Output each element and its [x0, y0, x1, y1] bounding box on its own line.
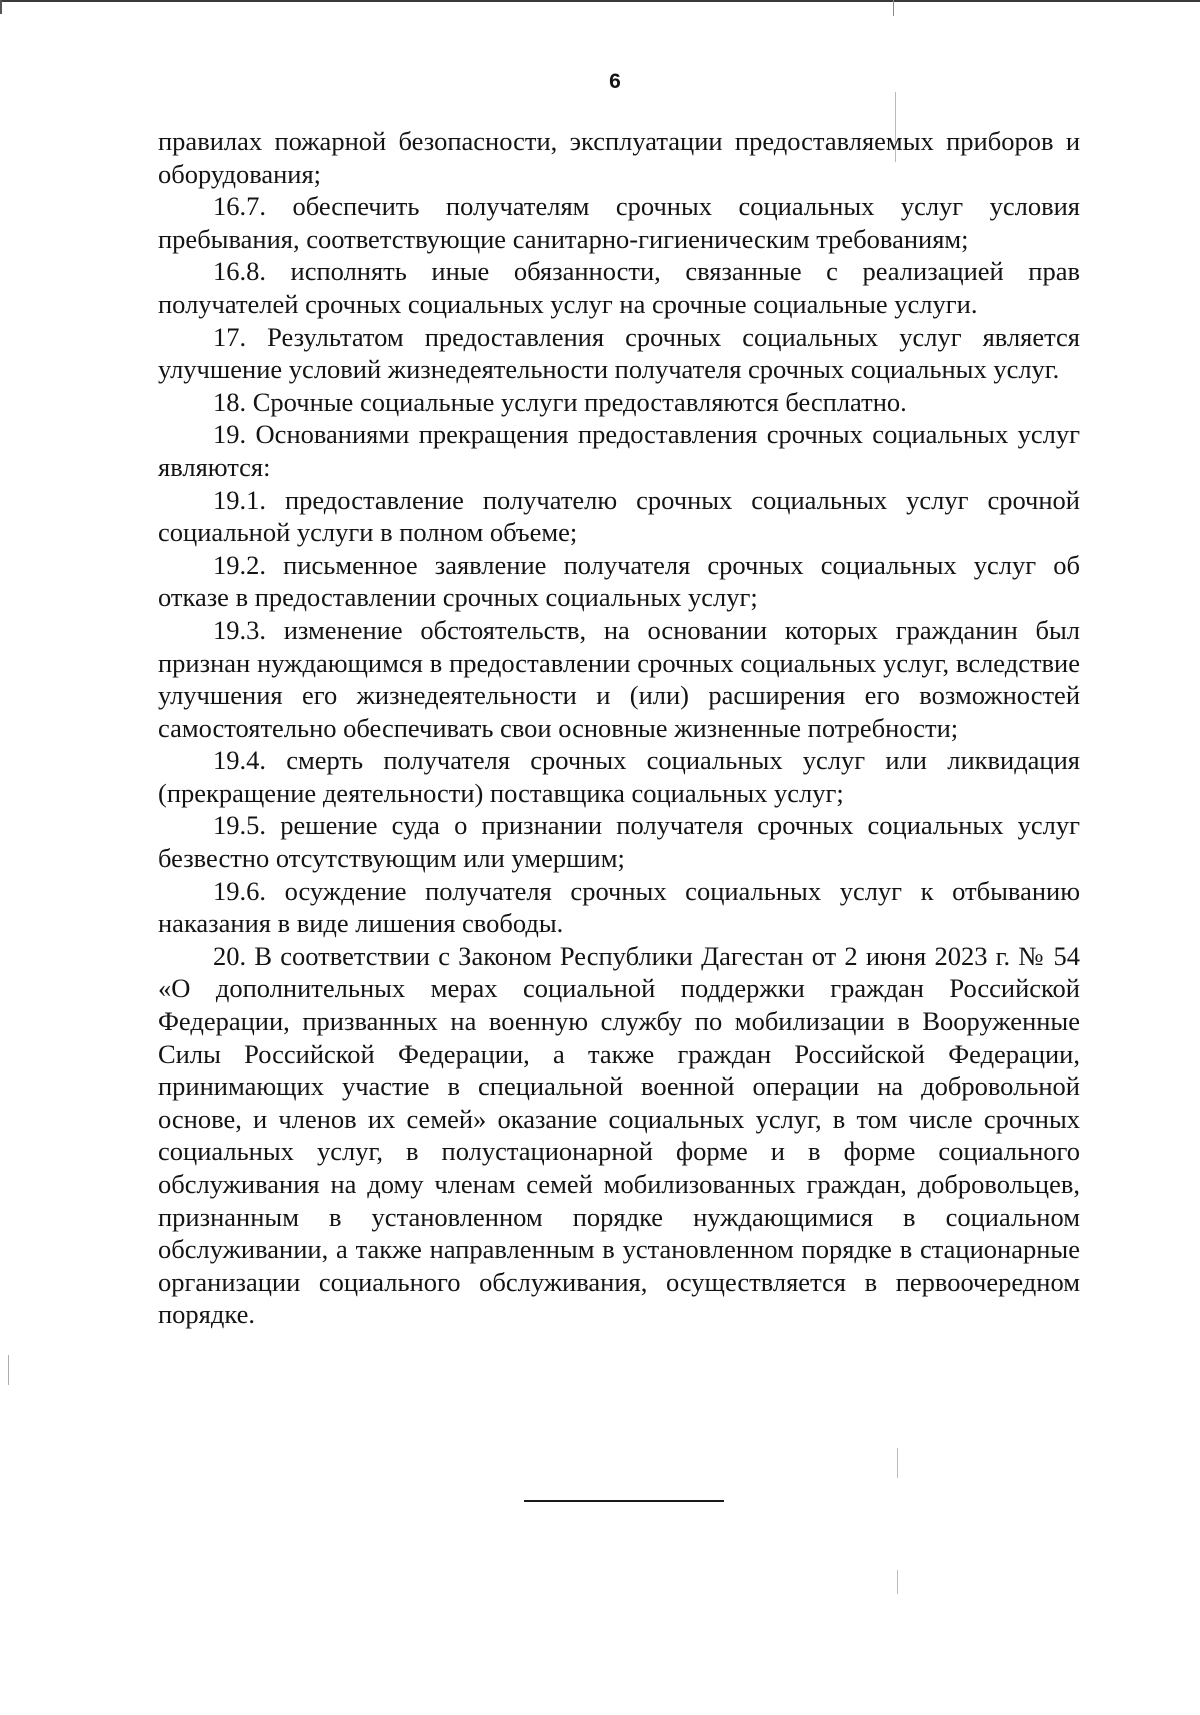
- paragraph-19-6: 19.6. осуждение получателя срочных социальных услуг к отбыванию наказания в виде лишения свободы.: [158, 875, 1080, 939]
- scan-artifact-mark: [897, 1448, 898, 1478]
- paragraph-20: 20. В соответствии с Законом Республики Дагестан от 2 июня 2023 г. № 54 «О дополнительных мерах социальной поддержки граждан Российской Федерации, призванных на военную службу по мобилизации в Вооруженные Силы Российской Федерации, а также граждан Российской Федерации, принимающих участие в специальной военной операции на добровольной основе, и членов их семей» оказание социальных услуг, в том числе срочных социальных услуг, в полустационарной форме и в форме социального обслуживания на дому членам семей мобилизованных граждан, добровольцев, признанным в установленном порядке нуждающимися в социальном обслуживании, а также направленным в установленном порядке в стационарные организации социального обслуживания, осуществляется в первоочередном порядке.: [158, 940, 1080, 1330]
- paragraph-19-3: 19.3. изменение обстоятельств, на основании которых гражданин был признан нуждающимся в предоставлении срочных социальных услуг, вследствие улучшения его жизнедеятельности и (или) расширения его возможностей самостоятельно обеспечивать свои основные жизненные потребности;: [158, 614, 1080, 743]
- paragraph-cont: правилах пожарной безопасности, эксплуатации предоставляемых приборов и оборудования;: [158, 126, 1080, 189]
- paragraph-16-7: 16.7. обеспечить получателям срочных социальных услуг условия пребывания, соответствующие санитарно-гигиеническим требованиям;: [158, 191, 1080, 254]
- paragraph-19-4: 19.4. смерть получателя срочных социальных услуг или ликвидация (прекращение деятельности) поставщика социальных услуг;: [158, 745, 1080, 808]
- paragraph-19-2: 19.2. письменное заявление получателя срочных социальных услуг об отказе в предоставлении срочных социальных услуг;: [158, 549, 1080, 613]
- paragraph-19: 19. Основаниями прекращения предоставления срочных социальных услуг являются:: [158, 419, 1080, 482]
- scan-artifact-mark: [893, 0, 894, 16]
- scan-artifact-mark: [897, 1570, 898, 1594]
- scan-top-edge: [0, 0, 1200, 2]
- page-number: 6: [609, 70, 621, 93]
- paragraph-16-8: 16.8. исполнять иные обязанности, связанные с реализацией прав получателей срочных социальных услуг на срочные социальные услуги.: [158, 256, 1080, 319]
- closing-rule: [524, 1500, 724, 1502]
- scan-artifact-mark: [8, 1355, 9, 1385]
- paragraph-17: 17. Результатом предоставления срочных социальных услуг является улучшение условий жизнедеятельности получателя срочных социальных услуг.: [158, 321, 1080, 385]
- document-body: [158, 125, 1080, 1331]
- scan-left-edge: [0, 0, 2, 14]
- paragraph-18: 18. Срочные социальные услуги предоставляются бесплатно.: [213, 386, 907, 417]
- paragraph-19-5: 19.5. решение суда о признании получателя срочных социальных услуг безвестно отсутствующим или умершим;: [158, 810, 1080, 874]
- paragraph-19-1: 19.1. предоставление получателю срочных социальных услуг срочной социальной услуги в полном объеме;: [158, 484, 1080, 548]
